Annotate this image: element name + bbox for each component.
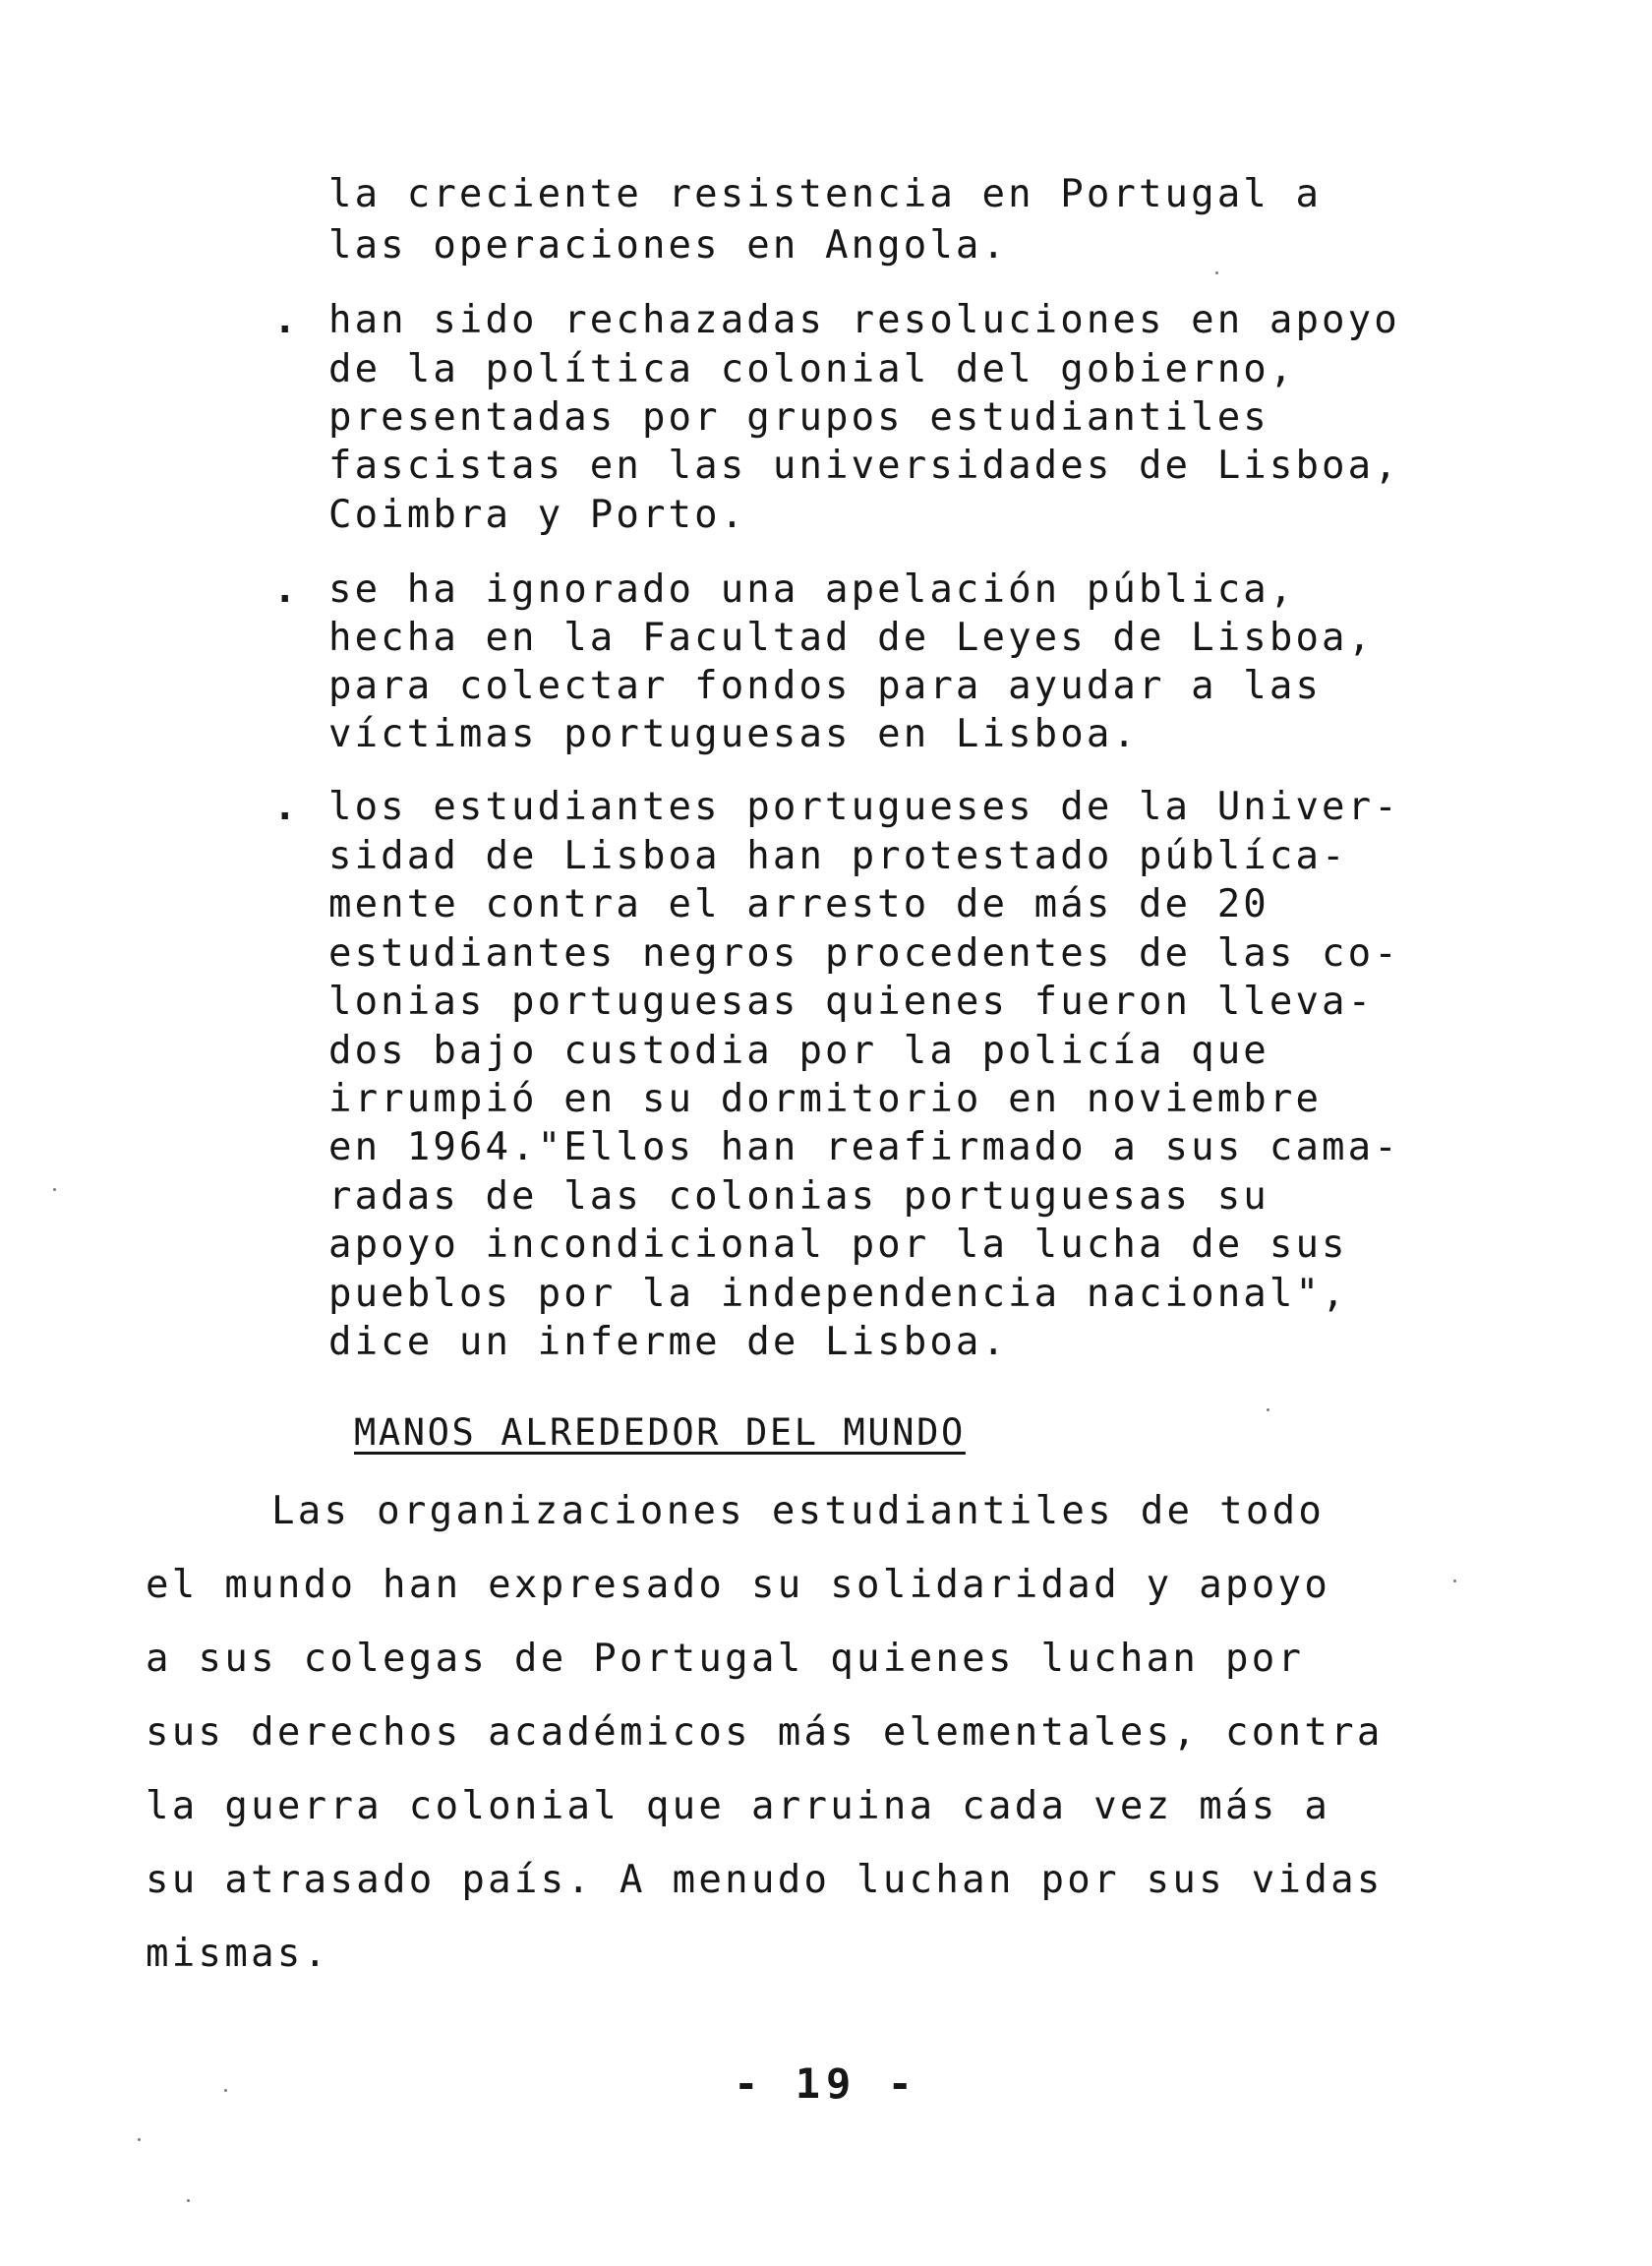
continuation-line: la creciente resistencia en Portugal a xyxy=(328,172,1323,216)
bullet-line: los estudiantes portugueses de la Univer- xyxy=(328,785,1400,829)
bullet-line: pueblos por la independencia nacional", xyxy=(328,1272,1348,1316)
bullet-line: víctimas portuguesas en Lisboa. xyxy=(328,712,1139,756)
scan-speck xyxy=(1215,271,1218,274)
bullet-line: de la política colonial del gobierno, xyxy=(328,347,1296,391)
paragraph-line: el mundo han expresado su solidaridad y apoyo xyxy=(146,1563,1331,1607)
scan-speck xyxy=(187,2199,190,2202)
bullet-line: fascistas en las universidades de Lisboa, xyxy=(328,444,1400,488)
bullet-line: han sido rechazadas resoluciones en apoyo xyxy=(328,298,1400,342)
bullet-line: estudiantes negros procedentes de las co- xyxy=(328,931,1400,976)
paragraph-line: mismas. xyxy=(146,1932,330,1976)
bullet-marker: . xyxy=(273,298,297,342)
paragraph-line: la guerra colonial que arruina cada vez más a xyxy=(146,1784,1331,1828)
bullet-line: para colectar fondos para ayudar a las xyxy=(328,664,1323,708)
paragraph-line: Las organizaciones estudiantiles de todo xyxy=(271,1489,1326,1533)
scan-speck xyxy=(1453,1580,1456,1582)
bullet-line: sidad de Lisboa han protestado públíca- xyxy=(328,834,1348,878)
page-number: - 19 - xyxy=(734,2059,918,2108)
paragraph-line: a sus colegas de Portugal quienes luchan por xyxy=(146,1637,1305,1681)
bullet-line: lonias portuguesas quienes fueron lleva- xyxy=(328,980,1375,1024)
scan-speck xyxy=(1267,1408,1269,1411)
scan-speck xyxy=(138,2138,141,2141)
bullet-marker: . xyxy=(273,567,297,612)
bullet-line: radas de las colonias portuguesas su xyxy=(328,1174,1269,1219)
paragraph-line: sus derechos académicos más elementales, contra xyxy=(146,1710,1384,1755)
bullet-line: presentadas por grupos estudiantiles xyxy=(328,395,1269,440)
bullet-line: en 1964."Ellos han reafirmado a sus cama- xyxy=(328,1125,1400,1169)
scan-speck xyxy=(53,1188,56,1191)
bullet-line: dice un inferme de Lisboa. xyxy=(328,1320,1009,1364)
paragraph-line: su atrasado país. A menudo luchan por sus vidas xyxy=(146,1858,1384,1902)
bullet-line: se ha ignorado una apelación pública, xyxy=(328,567,1296,612)
bullet-marker: . xyxy=(273,785,297,829)
bullet-line: dos bajo custodia por la policía que xyxy=(328,1029,1269,1073)
continuation-line: las operaciones en Angola. xyxy=(328,223,1009,268)
bullet-line: Coimbra y Porto. xyxy=(328,493,747,537)
bullet-line: irrumpió en su dormitorio en noviembre xyxy=(328,1077,1323,1121)
bullet-line: hecha en la Facultad de Leyes de Lisboa, xyxy=(328,616,1375,660)
scan-speck xyxy=(224,2089,227,2092)
bullet-line: apoyo incondicional por la lucha de sus xyxy=(328,1222,1348,1267)
section-heading: MANOS ALREDEDOR DEL MUNDO xyxy=(354,1411,966,1454)
bullet-line: mente contra el arresto de más de 20 xyxy=(328,882,1269,926)
